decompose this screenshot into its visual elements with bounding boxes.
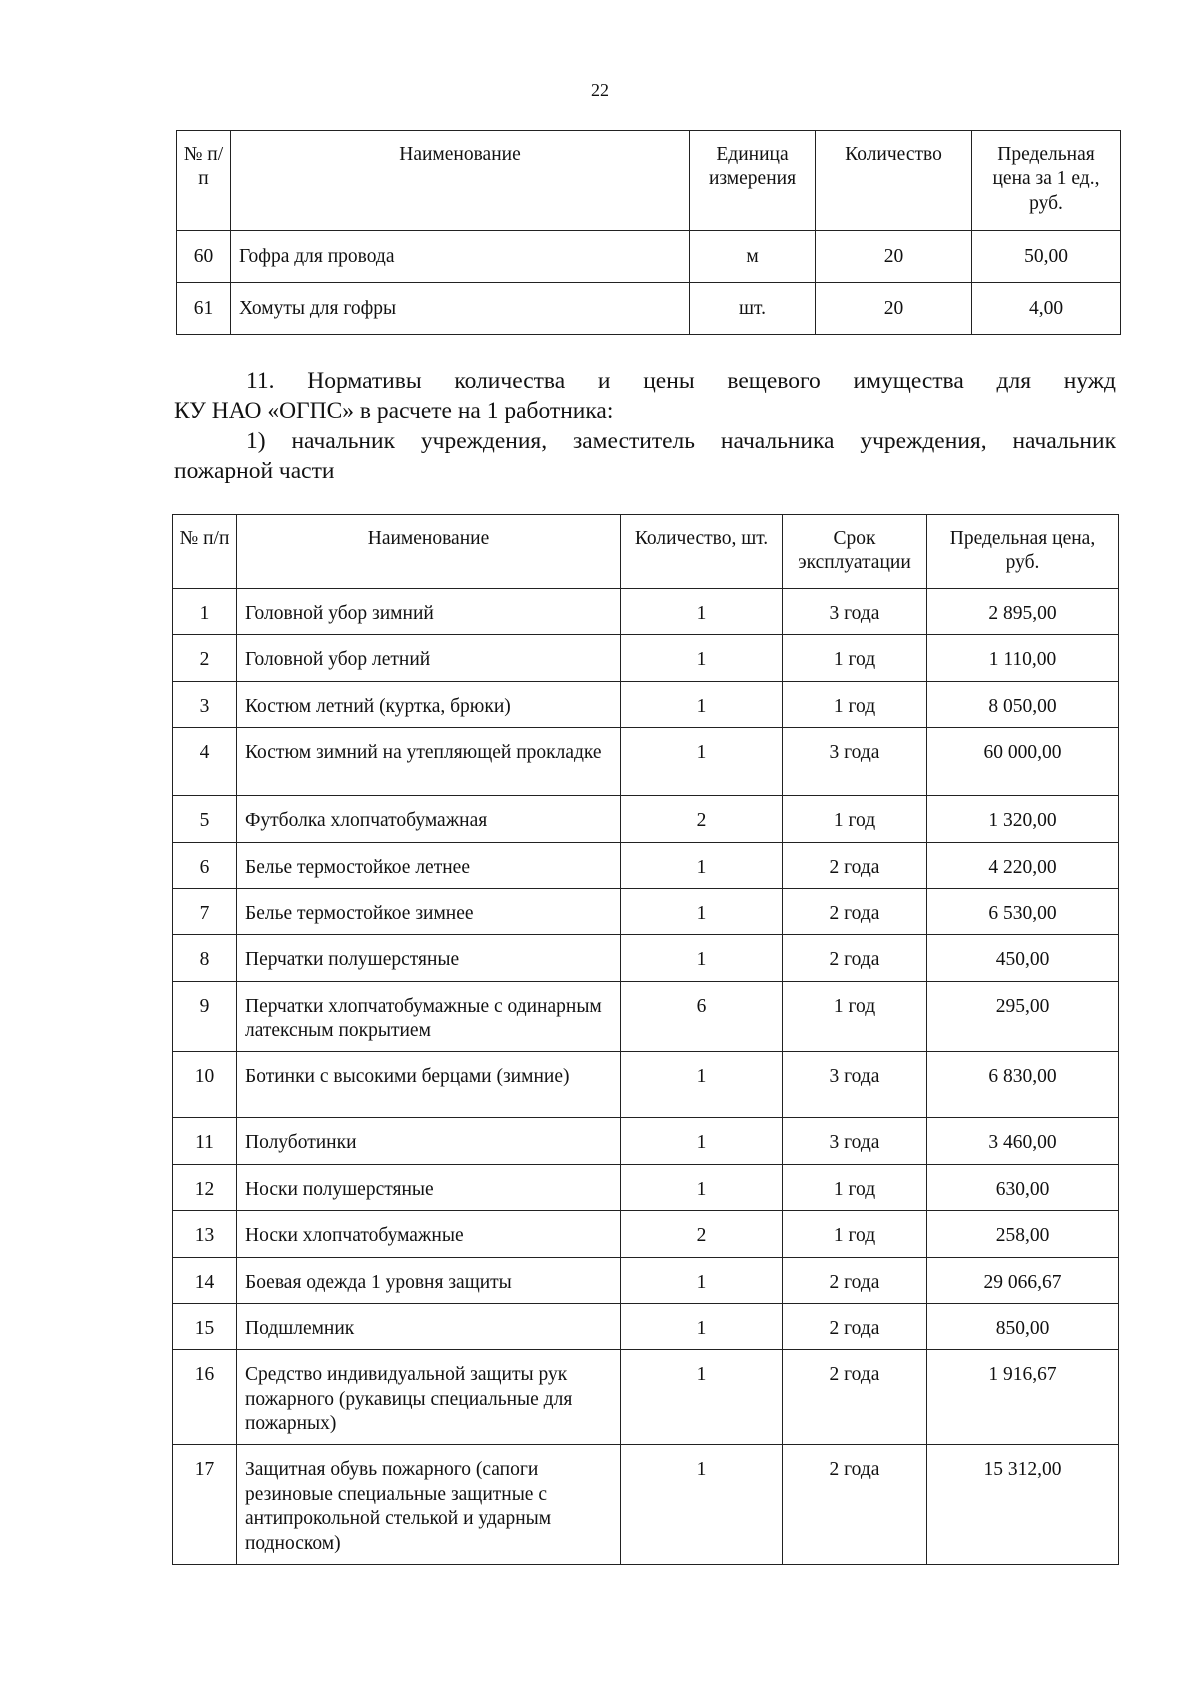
table-row: [173, 728, 1119, 796]
cell-name: Средство индивидуальной защиты рук пожарного (рукавицы специальные для пожарных): [237, 1350, 621, 1445]
cell-num: 14: [173, 1257, 237, 1303]
cell-num: 10: [173, 1052, 237, 1118]
cell-term: 2 года: [783, 1257, 927, 1303]
subsection-1-heading: [174, 426, 1116, 486]
table-row: [173, 1052, 1119, 1118]
cell-qty: 20: [816, 231, 972, 283]
cell-term: 3 года: [783, 1118, 927, 1164]
table-row: [177, 231, 1121, 283]
cell-name: Ботинки с высокими берцами (зимние): [237, 1052, 621, 1118]
table-row: [173, 1118, 1119, 1164]
table-row: [173, 1303, 1119, 1349]
cell-term: 2 года: [783, 935, 927, 981]
cell-term: 2 года: [783, 1350, 927, 1445]
cell-name: Защитная обувь пожарного (сапоги резиновые специальные защитные с антипрокольной стелькой и ударным подноском): [237, 1445, 621, 1565]
cell-qty: 6: [621, 981, 783, 1052]
header-name: Наименование: [231, 131, 690, 231]
cell-price: 29 066,67: [927, 1257, 1119, 1303]
cell-qty: 1: [621, 1164, 783, 1210]
header-num: № п/п: [173, 515, 237, 589]
cell-price: 6 530,00: [927, 888, 1119, 934]
cell-price: 50,00: [972, 231, 1121, 283]
table-row: [173, 935, 1119, 981]
cell-num: 5: [173, 796, 237, 842]
cell-qty: 1: [621, 589, 783, 635]
cell-qty: 20: [816, 283, 972, 335]
table-row: [173, 1445, 1119, 1565]
header-qty: Количество: [816, 131, 972, 231]
cell-name: Белье термостойкое летнее: [237, 842, 621, 888]
cell-term: 3 года: [783, 589, 927, 635]
cell-name: Головной убор зимний: [237, 589, 621, 635]
cell-name: Перчатки хлопчатобумажные с одинарным латексным покрытием: [237, 981, 621, 1052]
cell-qty: 1: [621, 681, 783, 727]
cell-term: 1 год: [783, 635, 927, 681]
cell-num: 4: [173, 728, 237, 796]
subsection-1-line-1: 1) начальник учреждения, заместитель начальника учреждения, начальник: [246, 428, 1116, 454]
cell-price: 630,00: [927, 1164, 1119, 1210]
cell-qty: 1: [621, 842, 783, 888]
cell-price: 258,00: [927, 1211, 1119, 1257]
cell-unit: м: [690, 231, 816, 283]
cell-name: Футболка хлопчатобумажная: [237, 796, 621, 842]
cell-term: 1 год: [783, 1164, 927, 1210]
cell-price: 1 916,67: [927, 1350, 1119, 1445]
cell-name: Подшлемник: [237, 1303, 621, 1349]
cell-qty: 1: [621, 728, 783, 796]
cell-term: 2 года: [783, 1303, 927, 1349]
equipment-price-table: [176, 130, 1121, 335]
cell-num: 11: [173, 1118, 237, 1164]
cell-term: 2 года: [783, 1445, 927, 1565]
table-header-row: [173, 515, 1119, 589]
cell-price: 3 460,00: [927, 1118, 1119, 1164]
cell-price: 295,00: [927, 981, 1119, 1052]
cell-name: Белье термостойкое зимнее: [237, 888, 621, 934]
cell-num: 6: [173, 842, 237, 888]
cell-qty: 2: [621, 1211, 783, 1257]
section-11-line-2: КУ НАО «ОГПС» в расчете на 1 работника:: [174, 398, 614, 424]
cell-name: Боевая одежда 1 уровня защиты: [237, 1257, 621, 1303]
cell-qty: 1: [621, 635, 783, 681]
cell-num: 9: [173, 981, 237, 1052]
cell-term: 1 год: [783, 681, 927, 727]
table-row: [173, 796, 1119, 842]
table-row: [173, 589, 1119, 635]
page-number: 22: [591, 80, 609, 100]
cell-num: 3: [173, 681, 237, 727]
cell-qty: 2: [621, 796, 783, 842]
cell-name: Гофра для провода: [231, 231, 690, 283]
cell-name: Носки полушерстяные: [237, 1164, 621, 1210]
cell-num: 17: [173, 1445, 237, 1565]
cell-num: 61: [177, 283, 231, 335]
cell-qty: 1: [621, 1257, 783, 1303]
subsection-1-line-2: пожарной части: [174, 458, 335, 484]
cell-term: 2 года: [783, 842, 927, 888]
cell-num: 60: [177, 231, 231, 283]
table-row: [173, 842, 1119, 888]
cell-term: 1 год: [783, 796, 927, 842]
cell-price: 2 895,00: [927, 589, 1119, 635]
cell-num: 16: [173, 1350, 237, 1445]
table-row: [177, 283, 1121, 335]
cell-qty: 1: [621, 1303, 783, 1349]
cell-term: 1 год: [783, 981, 927, 1052]
clothing-norms-table: [172, 514, 1119, 1565]
table-row: [173, 681, 1119, 727]
header-name: Наименование: [237, 515, 621, 589]
cell-name: Перчатки полушерстяные: [237, 935, 621, 981]
cell-price: 4,00: [972, 283, 1121, 335]
cell-price: 8 050,00: [927, 681, 1119, 727]
section-11-line-1: 11. Нормативы количества и цены вещевого имущества для нужд: [246, 368, 1116, 394]
table-row: [173, 635, 1119, 681]
cell-term: 3 года: [783, 1052, 927, 1118]
table-row: [173, 1211, 1119, 1257]
cell-qty: 1: [621, 1118, 783, 1164]
table-row: [173, 1164, 1119, 1210]
cell-price: 15 312,00: [927, 1445, 1119, 1565]
cell-num: 2: [173, 635, 237, 681]
cell-term: 3 года: [783, 728, 927, 796]
cell-num: 12: [173, 1164, 237, 1210]
cell-name: Костюм зимний на утепляющей прокладке: [237, 728, 621, 796]
header-qty: Количество, шт.: [621, 515, 783, 589]
cell-unit: шт.: [690, 283, 816, 335]
header-num: № п/п: [177, 131, 231, 231]
cell-term: 2 года: [783, 888, 927, 934]
cell-price: 6 830,00: [927, 1052, 1119, 1118]
cell-num: 13: [173, 1211, 237, 1257]
header-price: Предельная цена за 1 ед., руб.: [972, 131, 1121, 231]
cell-name: Носки хлопчатобумажные: [237, 1211, 621, 1257]
cell-term: 1 год: [783, 1211, 927, 1257]
cell-price: 1 110,00: [927, 635, 1119, 681]
section-11-heading: [174, 366, 1116, 426]
cell-num: 8: [173, 935, 237, 981]
cell-price: 850,00: [927, 1303, 1119, 1349]
header-term: Срок эксплуатации: [783, 515, 927, 589]
cell-qty: 1: [621, 1445, 783, 1565]
cell-name: Хомуты для гофры: [231, 283, 690, 335]
cell-qty: 1: [621, 1350, 783, 1445]
cell-name: Костюм летний (куртка, брюки): [237, 681, 621, 727]
cell-price: 4 220,00: [927, 842, 1119, 888]
cell-num: 7: [173, 888, 237, 934]
cell-qty: 1: [621, 888, 783, 934]
cell-name: Головной убор летний: [237, 635, 621, 681]
cell-qty: 1: [621, 935, 783, 981]
table-row: [173, 1350, 1119, 1445]
table-header-row: [177, 131, 1121, 231]
table-row: [173, 981, 1119, 1052]
cell-price: 450,00: [927, 935, 1119, 981]
cell-num: 1: [173, 589, 237, 635]
table-row: [173, 888, 1119, 934]
cell-qty: 1: [621, 1052, 783, 1118]
header-price: Предельная цена, руб.: [927, 515, 1119, 589]
cell-num: 15: [173, 1303, 237, 1349]
cell-name: Полуботинки: [237, 1118, 621, 1164]
cell-price: 1 320,00: [927, 796, 1119, 842]
cell-price: 60 000,00: [927, 728, 1119, 796]
header-unit: Единица измерения: [690, 131, 816, 231]
table-row: [173, 1257, 1119, 1303]
